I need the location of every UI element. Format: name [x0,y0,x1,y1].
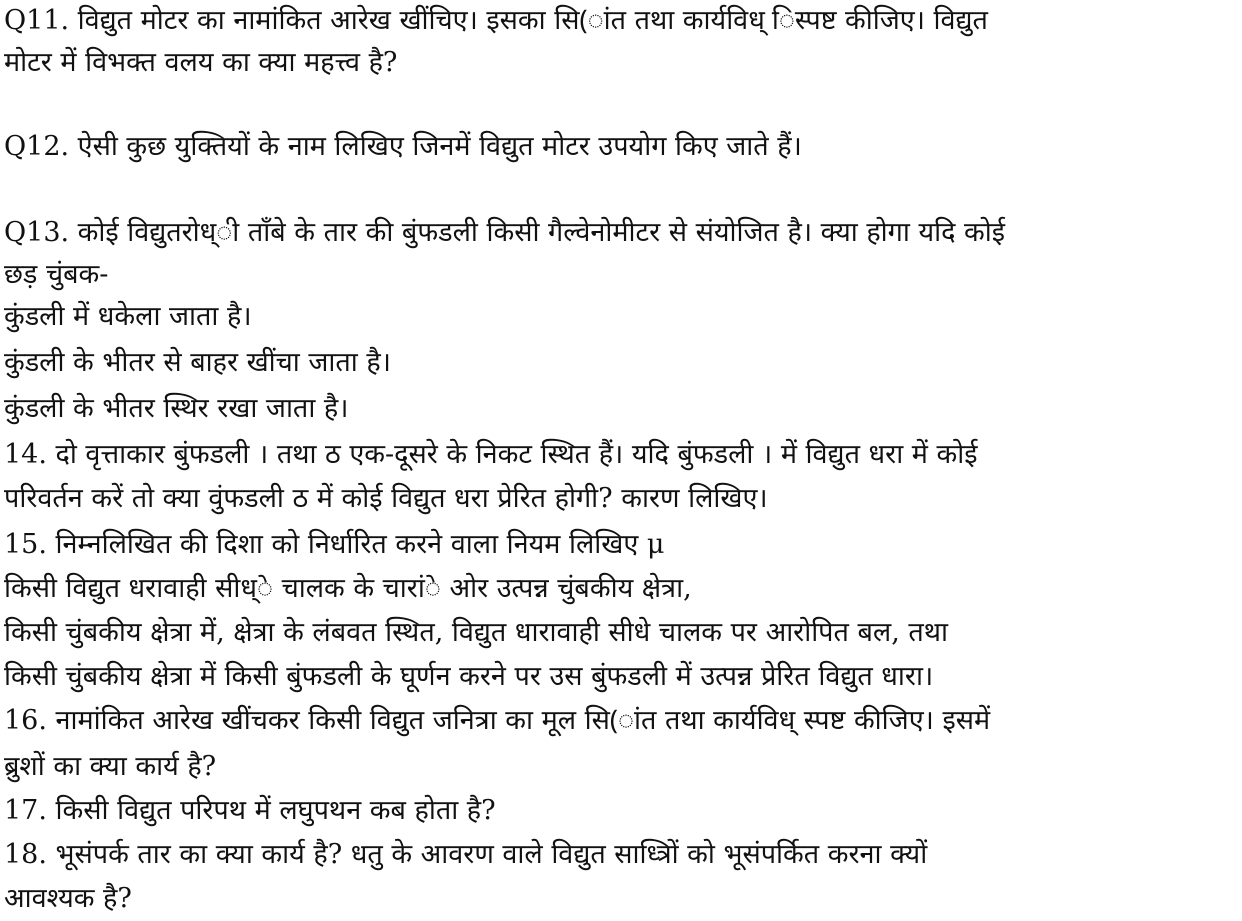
q13-line-2: छड़ चुंबक- [4,259,109,290]
q18-line-2: आवश्यक है? [4,883,132,914]
q15-line-1: 15. निम्नलिखित की दिशा को निर्धारित करने वाला नियम लिखिए μ [4,529,665,560]
q16-line-1: 16. नामांकित आरेख खींचकर किसी विद्युत जनित्रा का मूल सि(ांत तथा कार्यविध् स्पष्ट कीजिए। इसमें [4,705,991,736]
q12-line-1: Q12. ऐसी कुछ युक्तियों के नाम लिखिए जिनमें विद्युत मोटर उपयोग किए जाते हैं। [4,131,802,162]
q11-line-1: Q11. विद्युत मोटर का नामांकित आरेख खींचिए। इसका सि(ांत तथा कार्यविध् िस्पष्ट कीजिए। विद्युत [4,5,988,36]
q16-line-2: ब्रुशों का क्या कार्य है? [4,751,217,782]
q13-option-2: कुंडली के भीतर से बाहर खींचा जाता है। [4,347,391,378]
q13-line-1: Q13. कोई विद्युतरोध्ी ताँबे के तार की बुंफडली किसी गैल्वेनोमीटर से संयोजित है। क्या होगा यदि कोई [4,217,1005,248]
q15-item-1: किसी विद्युत धरावाही सीध्े चालक के चारांे ओर उत्पन्न चुंबकीय क्षेत्रा, [4,573,692,604]
q17-line-1: 17. किसी विद्युत परिपथ में लघुपथन कब होता है? [4,795,496,826]
q13-option-1: कुंडली में धकेला जाता है। [4,301,252,332]
q14-line-2: परिवर्तन करें तो क्या वुंफडली ठ में कोई विद्युत धरा प्रेरित होगी? कारण लिखिए। [4,483,768,514]
q15-item-3: किसी चुंबकीय क्षेत्रा में किसी बुंफडली के घूर्णन करने पर उस बुंफडली में उत्पन्न प्रेरित विद्युत धारा। [4,661,934,692]
q15-item-2: किसी चुंबकीय क्षेत्रा में, क्षेत्रा के लंबवत स्थित, विद्युत धारावाही सीधे चालक पर आरोपित बल, तथा [4,617,949,648]
q14-line-1: 14. दो वृत्ताकार बुंफडली । तथा ठ एक-दूसरे के निकट स्थित हैं। यदि बुंफडली । में विद्युत धरा में कोई [4,439,978,470]
q13-option-3: कुंडली के भीतर स्थिर रखा जाता है। [4,393,349,424]
q11-line-2: मोटर में विभक्त वलय का क्या महत्त्व है? [4,47,398,78]
q18-line-1: 18. भूसंपर्क तार का क्या कार्य है? धतु के आवरण वाले विद्युत साध्त्रिों को भूसंपर्कित करना क्यों [4,839,928,870]
